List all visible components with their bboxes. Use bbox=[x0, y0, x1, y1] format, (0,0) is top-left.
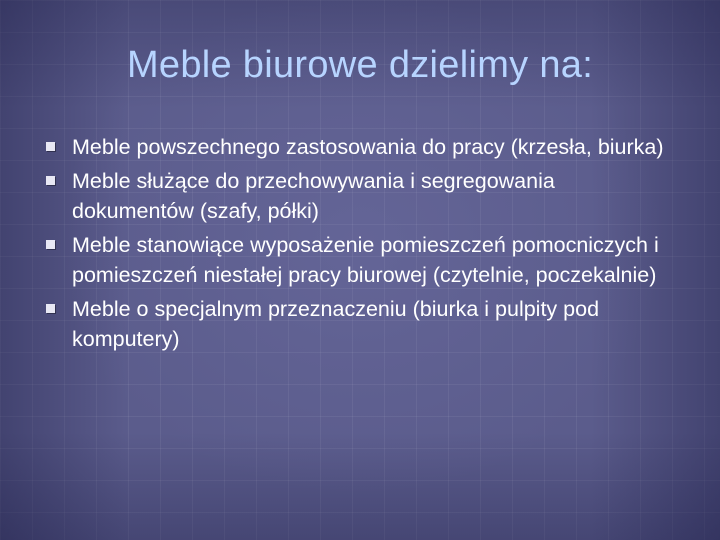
list-item-text: Meble powszechnego zastosowania do pracy (krzesła, biurka) bbox=[72, 135, 664, 159]
square-bullet-icon bbox=[46, 304, 55, 313]
list-item-text: Meble o specjalnym przeznaczeniu (biurka i pulpity pod komputery) bbox=[72, 296, 600, 351]
list-item-text: Meble stanowiące wyposażenie pomieszczeń pomocniczych i pomieszczeń niestałej pracy biurowej (czytelnie, poczekalnie) bbox=[72, 232, 659, 287]
slide-title: Meble biurowe dzielimy na: bbox=[126, 44, 594, 86]
square-bullet-icon bbox=[46, 142, 55, 151]
bullet-list bbox=[42, 132, 682, 358]
square-bullet-icon bbox=[46, 176, 55, 185]
list-item bbox=[42, 166, 682, 227]
list-item bbox=[42, 132, 682, 163]
list-item-text: Meble służące do przechowywania i segregowania dokumentów (szafy, półki) bbox=[72, 168, 555, 223]
list-item bbox=[42, 230, 682, 291]
list-item bbox=[42, 294, 682, 355]
square-bullet-icon bbox=[46, 240, 55, 249]
